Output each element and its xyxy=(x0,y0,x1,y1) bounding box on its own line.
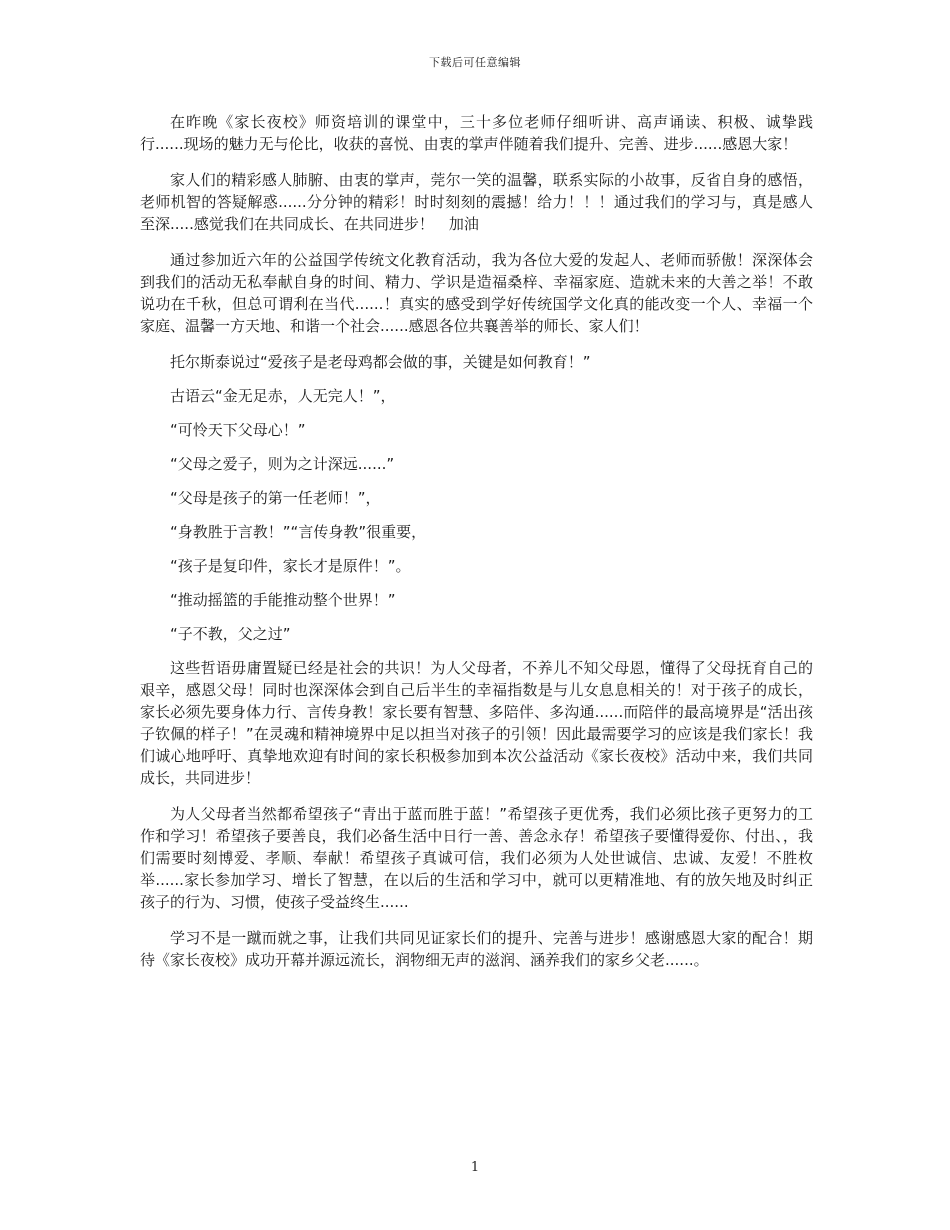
quote-line: “子不教，父之过” xyxy=(170,625,291,643)
quote-line: “可怜天下父母心！” xyxy=(170,421,306,439)
quote-line: “父母之爱子，则为之计深远......” xyxy=(170,455,395,473)
page-header: 下载后可任意编辑 xyxy=(429,56,521,69)
paragraph: 家人们的精彩感人肺腑、由衷的掌声，莞尔一笑的温馨，联系实际的小故事，反省自身的感悟，老师机智的答疑解惑......分分钟的精彩！时时刻刻的震撼！给力！！！通过我们的学习与，真是感人至深.....感觉我们在共同成长、在共同进步！ 加油 xyxy=(140,171,813,233)
quote-line: 古语云“金无足赤，人无完人！”， xyxy=(170,387,396,405)
quote-line: “孩子是复印件，家长才是原件！”。 xyxy=(170,557,411,575)
quote-line: 托尔斯泰说过“爱孩子是老母鸡都会做的事，关键是如何教育！” xyxy=(170,353,591,371)
quote-line: “身教胜于言教！”“言传身教”很重要， xyxy=(170,523,427,541)
quote-line: “父母是孩子的第一任老师！”， xyxy=(170,489,381,507)
document-body xyxy=(140,111,813,985)
page-number: 1 xyxy=(470,1160,480,1175)
paragraph: 为人父母者当然都希望孩子“青出于蓝而胜于蓝！”希望孩子更优秀，我们必须比孩子更努力的工作和学习！希望孩子要善良，我们必备生活中日行一善、善念永存！希望孩子要懂得爱你、付出、，我们需要时刻博爱、孝顺、奉献！希望孩子真诚可信，我们必须为人处世诚信、忠诚、友爱！不胜枚举......家长参加学习、增长了智慧，在以后的生活和学习中，就可以更精准地、有的放矢地及时纠正孩子的行为、习惯，使孩子受益终生...... xyxy=(140,805,813,911)
paragraph: 在昨晚《家长夜校》师资培训的课堂中，三十多位老师仔细听讲、高声诵读、积极、诚挚践行......现场的魅力无与伦比，收获的喜悦、由衷的掌声伴随着我们提升、完善、进步......感恩大家！ xyxy=(140,113,813,153)
quote-line: “推动摇篮的手能推动整个世界！” xyxy=(170,591,396,609)
paragraph: 通过参加近六年的公益国学传统文化教育活动，我为各位大爱的发起人、老师而骄傲！深深体会到我们的活动无私奉献自身的时间、精力、学识是造福桑梓、幸福家庭、造就未来的大善之举！不敢说功在千秋，但总可谓利在当代......！真实的感受到学好传统国学文化真的能改变一个人、幸福一个家庭、温馨一方天地、和谐一个社会......感恩各位共襄善举的师长、家人们！ xyxy=(140,251,813,335)
paragraph: 学习不是一蹴而就之事，让我们共同见证家长们的提升、完善与进步！感谢感恩大家的配合！期待《家长夜校》成功开幕并源远流长，润物细无声的滋润、涵养我们的家乡父老......。 xyxy=(140,929,813,969)
paragraph: 这些哲语毋庸置疑已经是社会的共识！为人父母者，不养儿不知父母恩，懂得了父母抚育自己的艰辛，感恩父母！同时也深深体会到自己后半生的幸福指数是与儿女息息相关的！对于孩子的成长，家长必须先要身体力行、言传身教！家长要有智慧、多陪伴、多沟通......而陪伴的最高境界是“活出孩子钦佩的样子！”在灵魂和精神境界中足以担当对孩子的引领！因此最需要学习的应该是我们家长！我们诚心地呼吁、真挚地欢迎有时间的家长积极参加到本次公益活动《家长夜校》活动中来，我们共同成长，共同进步！ xyxy=(140,659,813,787)
